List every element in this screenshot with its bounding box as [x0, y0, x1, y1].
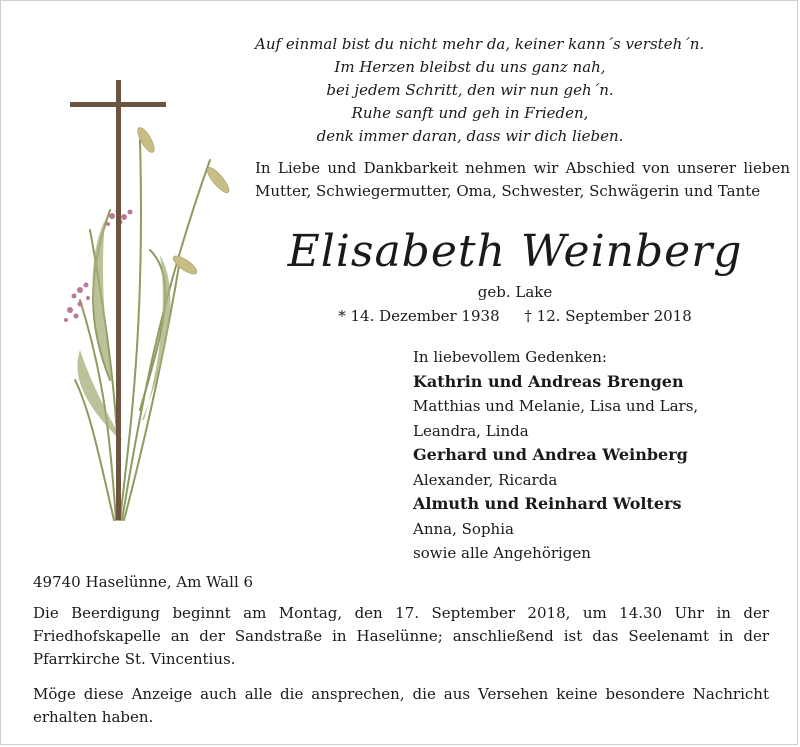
funeral-details: Die Beerdigung beginnt am Montag, den 17. September 2018, um 14.30 Uhr in der Friedhofskapelle an der Sandstraße in Haselünne; anschließend ist das Seelenamt in der Pfarrkirche St. Vincentius.: [33, 604, 769, 668]
mourners-closing: sowie alle Angehörigen: [413, 544, 591, 562]
mourner-group-head: Almuth und Reinhard Wolters: [413, 494, 682, 513]
poem-line: Auf einmal bist du nicht mehr da, keiner kann´s versteh´n.: [255, 35, 705, 53]
family-address: 49740 Haselünne, Am Wall 6: [33, 573, 254, 591]
life-dates: [255, 305, 775, 327]
poem-line: denk immer daran, dass wir dich lieben.: [316, 127, 624, 145]
mourner-line: Matthias und Melanie, Lisa und Lars,: [413, 397, 699, 415]
notice-note: Möge diese Anzeige auch alle die ansprechen, die aus Versehen keine besondere Nachricht erhalten haben.: [33, 685, 769, 726]
mourner-line: Leandra, Linda: [413, 421, 529, 440]
cross-with-wheat-illustration: [50, 80, 270, 530]
death-date: † 12. September 2018: [524, 307, 692, 325]
poem-line: Im Herzen bleibst du uns ganz nah,: [334, 58, 606, 76]
mourner-line: Alexander, Ricarda: [413, 470, 558, 489]
farewell-intro: In Liebe und Dankbarkeit nehmen wir Abschied von unserer lieben Mutter, Schwiegermutter, Oma, Schwester, Schwägerin und Tante: [255, 159, 790, 200]
mourner-group-head: Kathrin und Andreas Brengen: [413, 371, 684, 391]
memorial-poem: [255, 33, 705, 148]
mourner-line: Anna, Sophia: [413, 519, 514, 538]
deceased-name: Elisabeth Weinberg: [287, 226, 743, 277]
poem-line: Ruhe sanft und geh in Frieden,: [351, 104, 589, 122]
birth-name: geb. Lake: [477, 283, 553, 301]
mourners-list: [413, 345, 793, 566]
birth-date: * 14. Dezember 1938: [338, 307, 500, 325]
poem-line: bei jedem Schritt, den wir nun geh´n.: [326, 81, 614, 99]
mourner-group-head: Gerhard und Andrea Weinberg: [413, 445, 688, 464]
mourners-intro: In liebevollem Gedenken:: [413, 348, 607, 366]
